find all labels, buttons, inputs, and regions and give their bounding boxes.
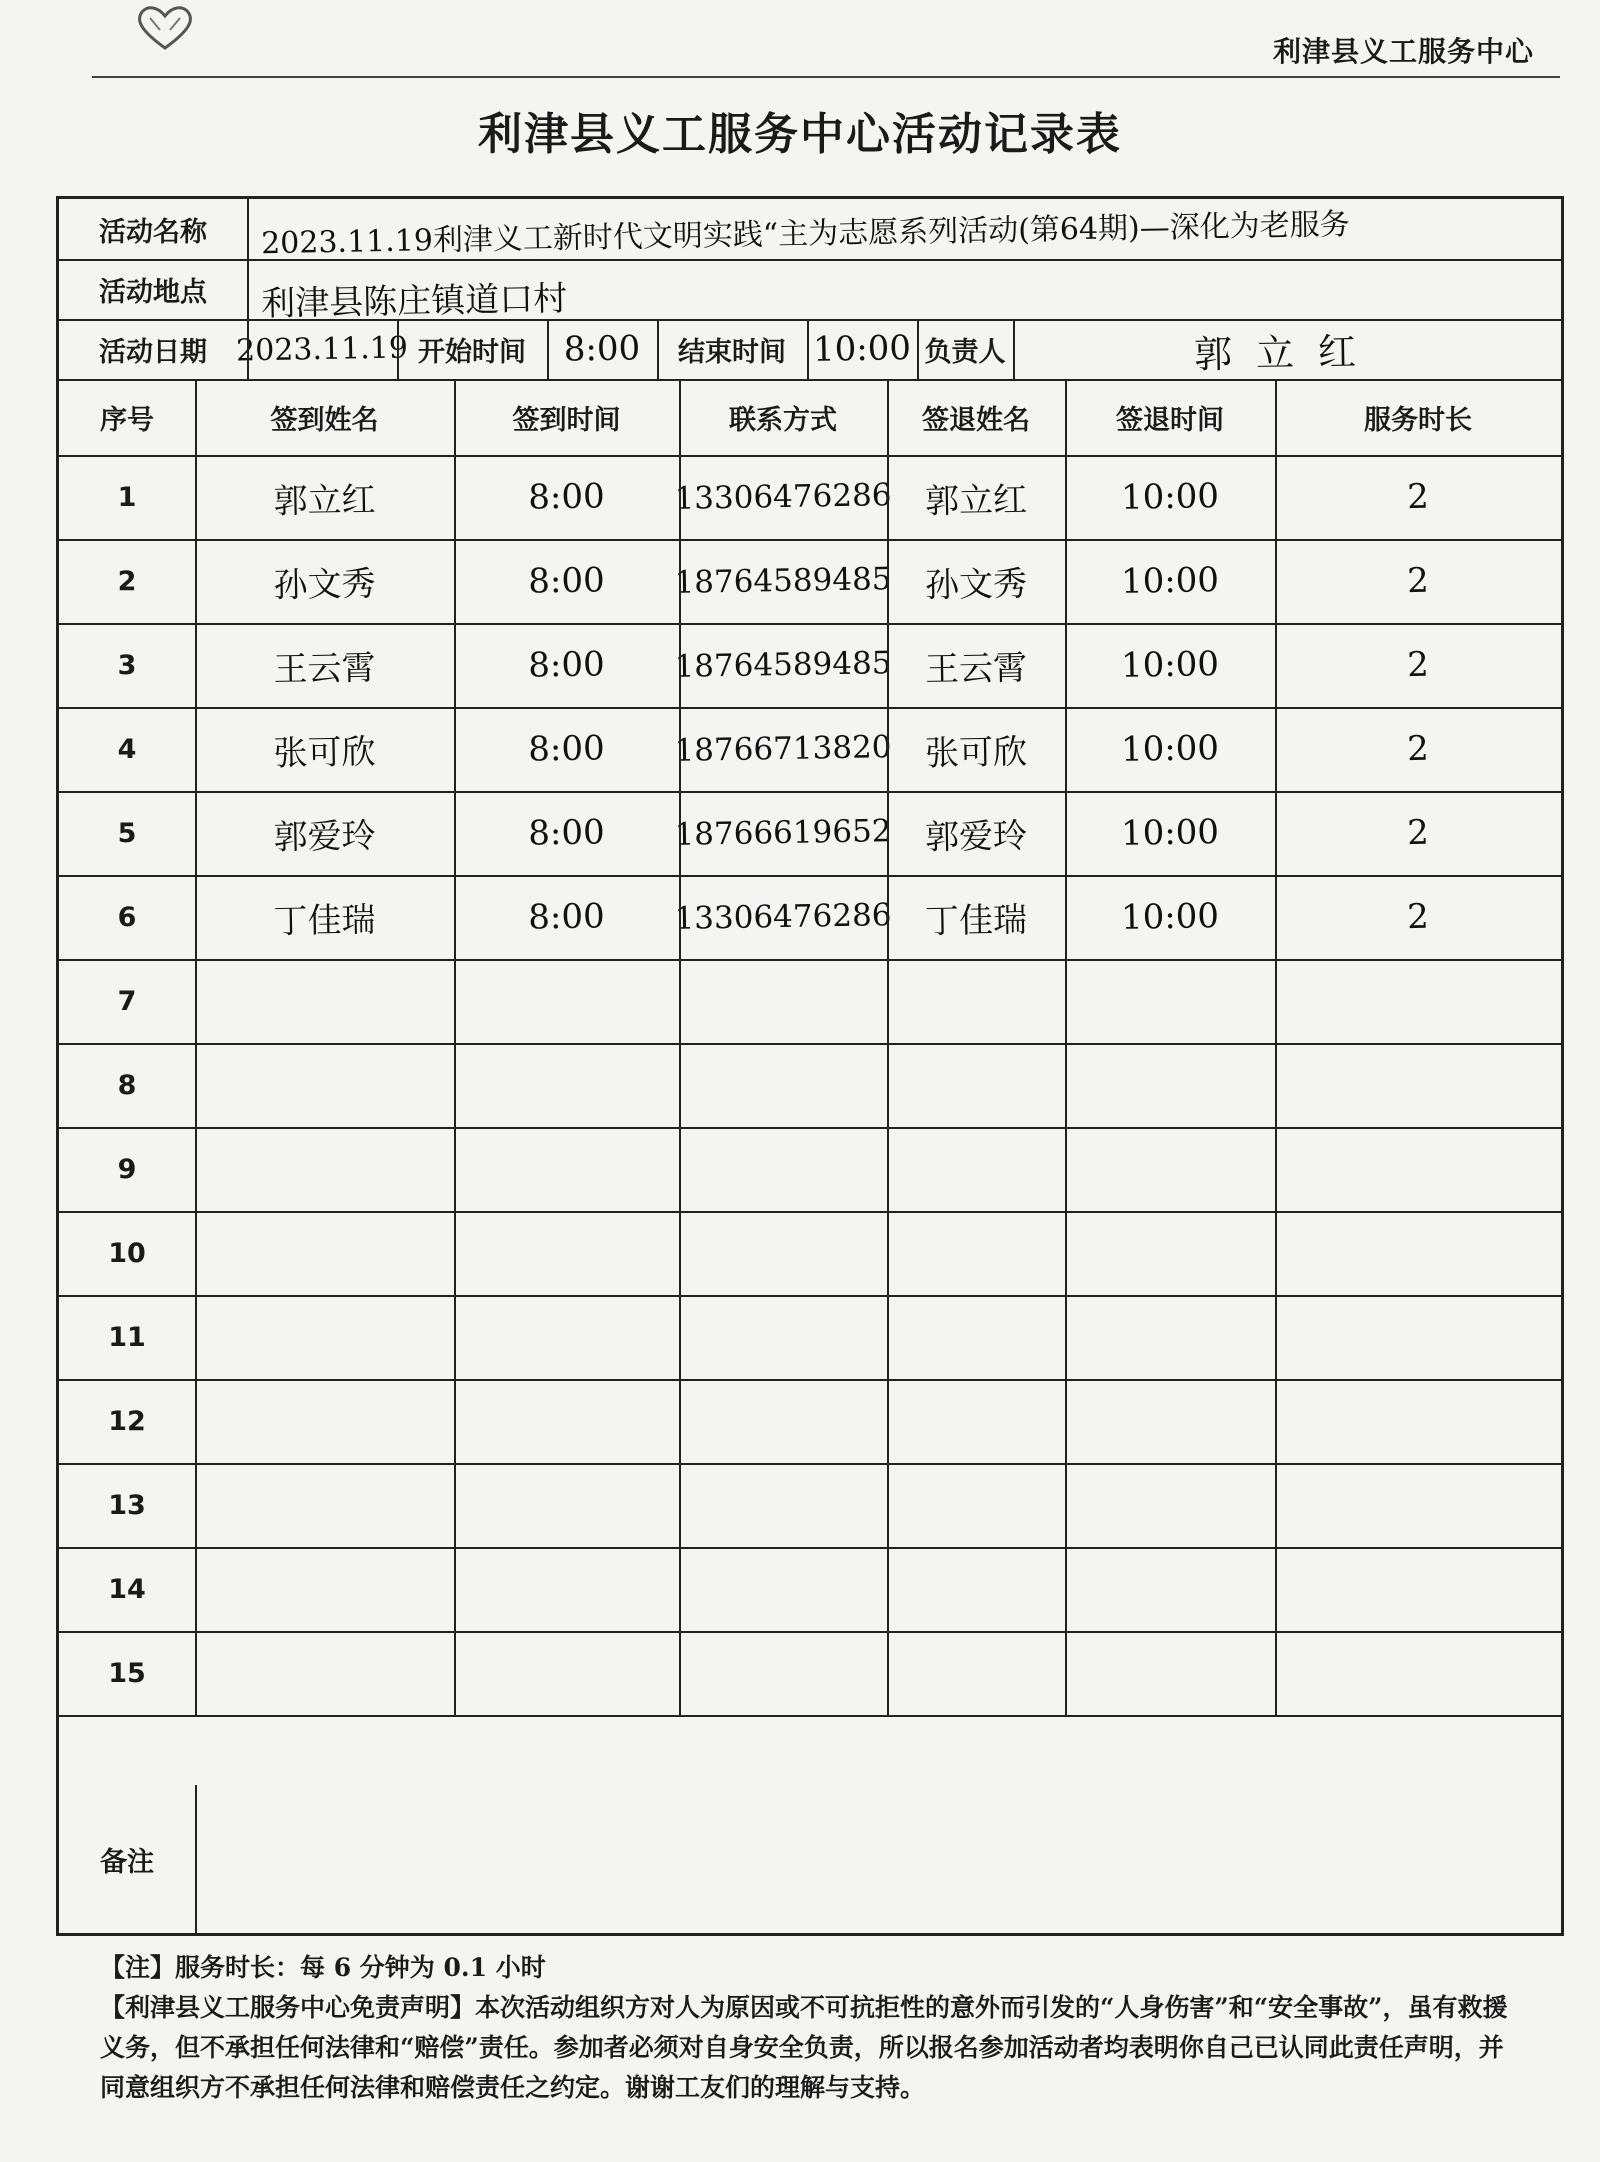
col-service-hours-cell[interactable]: 2 (1406, 476, 1430, 518)
col-signin-name-cell[interactable] (194, 957, 454, 1046)
col-no-cell: 10 (108, 1237, 146, 1269)
activity-date-label: 活动日期 (99, 336, 207, 368)
col-service-hours-cell[interactable] (1274, 957, 1561, 1046)
col-contact-cell[interactable] (678, 1461, 887, 1549)
col-signout-name-header: 签退姓名 (922, 404, 1030, 436)
col-contact-cell[interactable] (678, 1629, 887, 1717)
col-signin-name-cell[interactable]: 郭爱玲 (273, 815, 376, 858)
col-contact-cell[interactable] (678, 1377, 887, 1465)
divider (247, 199, 249, 379)
col-service-hours-cell[interactable] (1274, 1293, 1561, 1382)
col-no-header: 序号 (100, 404, 154, 436)
activity-location-value: 利津县陈庄镇道口村 (260, 278, 568, 324)
col-service-hours-header: 服务时长 (1364, 404, 1472, 436)
divider (917, 319, 919, 379)
divider (1275, 379, 1277, 1715)
end-time-value: 10:00 (812, 328, 912, 370)
start-time-label: 开始时间 (418, 336, 526, 368)
end-time-label: 结束时间 (678, 336, 786, 368)
col-signout-time-cell[interactable] (1064, 1293, 1275, 1381)
remarks-field[interactable] (195, 1785, 1561, 1933)
col-no-cell: 5 (117, 817, 137, 849)
col-signin-name-cell[interactable]: 张可欣 (273, 731, 376, 774)
divider (454, 379, 456, 1715)
col-contact-cell[interactable]: 13306476286 (674, 897, 892, 937)
col-service-hours-cell[interactable] (1274, 1041, 1561, 1130)
col-signout-name-cell[interactable]: 王云霄 (924, 647, 1028, 690)
divider (807, 319, 809, 379)
col-service-hours-cell[interactable]: 2 (1406, 812, 1430, 854)
col-signin-time-cell[interactable]: 8:00 (527, 728, 606, 770)
col-signin-name-cell[interactable] (194, 1041, 454, 1130)
col-service-hours-cell[interactable]: 2 (1406, 896, 1430, 938)
col-no-cell: 13 (108, 1489, 146, 1521)
col-service-hours-cell[interactable]: 2 (1406, 644, 1430, 686)
col-signout-name-cell[interactable] (886, 1461, 1065, 1548)
col-no-cell: 4 (117, 733, 137, 765)
activity-location-label: 活动地点 (99, 276, 207, 308)
col-signin-time-header: 签到时间 (512, 404, 621, 436)
col-contact-cell[interactable]: 18766619652 (674, 813, 892, 853)
col-signin-name-cell[interactable] (194, 1125, 454, 1214)
start-time-value: 8:00 (563, 328, 641, 370)
leader-label: 负责人 (924, 336, 1006, 368)
col-signout-time-cell[interactable]: 10:00 (1120, 476, 1220, 518)
col-signin-name-cell[interactable] (194, 1209, 454, 1298)
col-signin-time-cell[interactable] (453, 1377, 679, 1465)
page-title: 利津县义工服务中心活动记录表 (478, 109, 1122, 160)
col-contact-cell[interactable]: 18766713820 (674, 729, 892, 769)
col-signin-time-cell[interactable] (453, 1041, 679, 1129)
col-signin-time-cell[interactable] (453, 1293, 679, 1381)
col-no-cell: 9 (117, 1153, 137, 1185)
col-service-hours-cell[interactable]: 2 (1406, 560, 1430, 602)
col-contact-cell[interactable] (678, 957, 887, 1045)
col-signout-name-cell[interactable] (886, 957, 1065, 1044)
col-signin-name-cell[interactable] (194, 1629, 454, 1718)
col-signout-name-cell[interactable]: 孙文秀 (924, 563, 1028, 606)
col-service-hours-cell[interactable] (1274, 1629, 1561, 1718)
col-no-cell: 12 (108, 1405, 146, 1437)
activity-name-value: 2023.11.19利津义工新时代文明实践“主为志愿系列活动(第64期)—深化为老服务 (260, 207, 1350, 262)
col-signout-name-cell[interactable] (886, 1125, 1065, 1212)
divider (657, 319, 659, 379)
col-service-hours-cell[interactable] (1274, 1125, 1561, 1214)
col-no-cell: 1 (117, 481, 137, 513)
col-no-cell: 8 (117, 1069, 137, 1101)
col-signout-name-cell[interactable] (886, 1041, 1065, 1128)
col-signout-time-cell[interactable]: 10:00 (1120, 896, 1220, 938)
col-service-hours-cell[interactable]: 2 (1406, 728, 1430, 770)
col-signout-time-cell[interactable] (1064, 1209, 1275, 1297)
remarks-label: 备注 (100, 1846, 154, 1878)
divider (547, 319, 549, 379)
col-signin-name-cell[interactable] (194, 1545, 454, 1634)
col-signout-time-cell[interactable] (1064, 1629, 1275, 1717)
col-signout-name-cell[interactable]: 郭爱玲 (924, 815, 1028, 858)
col-signin-time-cell[interactable] (453, 1545, 679, 1633)
col-signout-name-cell[interactable]: 丁佳瑞 (924, 899, 1028, 942)
leader-value: 郭立红 (1193, 328, 1381, 377)
col-signin-name-cell[interactable]: 郭立红 (273, 479, 376, 522)
col-contact-cell[interactable]: 18764589485 (674, 645, 892, 685)
divider (679, 379, 681, 1715)
col-contact-cell[interactable]: 18764589485 (674, 561, 892, 601)
col-signout-name-cell[interactable] (886, 1629, 1065, 1716)
activity-name-label: 活动名称 (99, 216, 207, 248)
col-service-hours-cell[interactable] (1274, 1545, 1561, 1634)
col-signout-name-cell[interactable] (886, 1545, 1065, 1632)
col-signout-name-cell[interactable] (886, 1377, 1065, 1464)
col-service-hours-cell[interactable] (1274, 1461, 1561, 1550)
col-signout-name-cell[interactable]: 张可欣 (924, 731, 1028, 774)
col-signout-time-cell[interactable] (1064, 1461, 1275, 1549)
col-signout-time-cell[interactable]: 10:00 (1120, 812, 1220, 854)
divider (1013, 319, 1015, 379)
col-signout-name-cell[interactable]: 郭立红 (924, 479, 1028, 522)
divider (195, 379, 197, 1715)
header-org-name: 利津县义工服务中心 (1272, 35, 1534, 68)
col-signin-name-cell[interactable]: 孙文秀 (273, 563, 376, 606)
col-signin-time-cell[interactable] (453, 1461, 679, 1549)
col-service-hours-cell[interactable] (1274, 1209, 1561, 1298)
col-signin-name-cell[interactable] (194, 1293, 454, 1382)
col-signout-time-cell[interactable]: 10:00 (1120, 644, 1220, 686)
col-signin-name-cell[interactable]: 丁佳瑞 (273, 899, 376, 942)
col-contact-cell[interactable] (678, 1209, 887, 1297)
col-signout-name-cell[interactable] (886, 1209, 1065, 1296)
divider (397, 319, 399, 379)
col-signin-name-cell[interactable]: 王云霄 (273, 647, 376, 690)
col-no-cell: 14 (108, 1573, 146, 1605)
col-signin-time-cell[interactable] (453, 1209, 679, 1297)
col-signin-time-cell[interactable] (453, 1629, 679, 1717)
col-signout-time-cell[interactable] (1064, 1377, 1275, 1465)
col-signin-time-cell[interactable]: 8:00 (527, 644, 606, 686)
col-no-cell: 6 (117, 901, 137, 933)
col-contact-cell[interactable] (678, 1293, 887, 1381)
col-no-cell: 2 (117, 565, 137, 597)
col-signin-time-cell[interactable]: 8:00 (527, 812, 606, 854)
col-signout-name-cell[interactable] (886, 1293, 1065, 1380)
service-duration-note: 【注】服务时长：每 6 分钟为 0.1 小时 (100, 1953, 546, 1982)
col-no-cell: 15 (108, 1657, 146, 1689)
col-contact-cell[interactable] (678, 1125, 887, 1213)
col-contact-cell[interactable] (678, 1545, 887, 1633)
col-signout-time-cell[interactable] (1064, 1041, 1275, 1129)
col-signin-name-cell[interactable] (194, 1377, 454, 1466)
col-signin-time-cell[interactable]: 8:00 (527, 476, 606, 518)
col-contact-header: 联系方式 (729, 404, 837, 436)
col-signout-time-cell[interactable] (1064, 1545, 1275, 1633)
col-signout-time-cell[interactable]: 10:00 (1120, 728, 1220, 770)
col-no-cell: 3 (117, 649, 137, 681)
divider (887, 379, 889, 1715)
col-signout-time-cell[interactable]: 10:00 (1120, 560, 1220, 602)
activity-date-value: 2023.11.19 (235, 330, 409, 368)
notes-section (100, 1948, 1520, 2108)
col-signin-time-cell[interactable]: 8:00 (527, 560, 606, 602)
header-divider (92, 76, 1560, 78)
col-contact-cell[interactable] (678, 1041, 887, 1129)
col-signin-name-cell[interactable] (194, 1461, 454, 1550)
col-service-hours-cell[interactable] (1274, 1377, 1561, 1466)
heart-logo-icon (130, 2, 200, 54)
divider (1065, 379, 1067, 1715)
col-signin-time-cell[interactable] (453, 957, 679, 1045)
col-no-cell: 11 (108, 1321, 146, 1353)
col-signin-time-cell[interactable] (453, 1125, 679, 1213)
col-contact-cell[interactable]: 13306476286 (674, 477, 892, 517)
col-signout-time-cell[interactable] (1064, 957, 1275, 1045)
activity-record-form (56, 196, 1564, 1936)
col-signin-time-cell[interactable]: 8:00 (527, 896, 606, 938)
col-signin-name-header: 签到姓名 (270, 404, 379, 436)
col-signout-time-cell[interactable] (1064, 1125, 1275, 1213)
divider (59, 1715, 1561, 1717)
disclaimer-text: 【利津县义工服务中心免责声明】本次活动组织方对人为原因或不可抗拒性的意外而引发的“人身伤害”和“安全事故”，虽有救援义务，但不承担任何法律和“赔偿”责任。参加者必须对自身安全负责，所以报名参加活动者均表明你自己已认同此责任声明，并同意组织方不承担任何法律和赔偿责任之约定。谢谢工友们的理解与支持。 (100, 1993, 1508, 2102)
col-signout-time-header: 签退时间 (1116, 404, 1224, 436)
col-no-cell: 7 (117, 985, 137, 1017)
